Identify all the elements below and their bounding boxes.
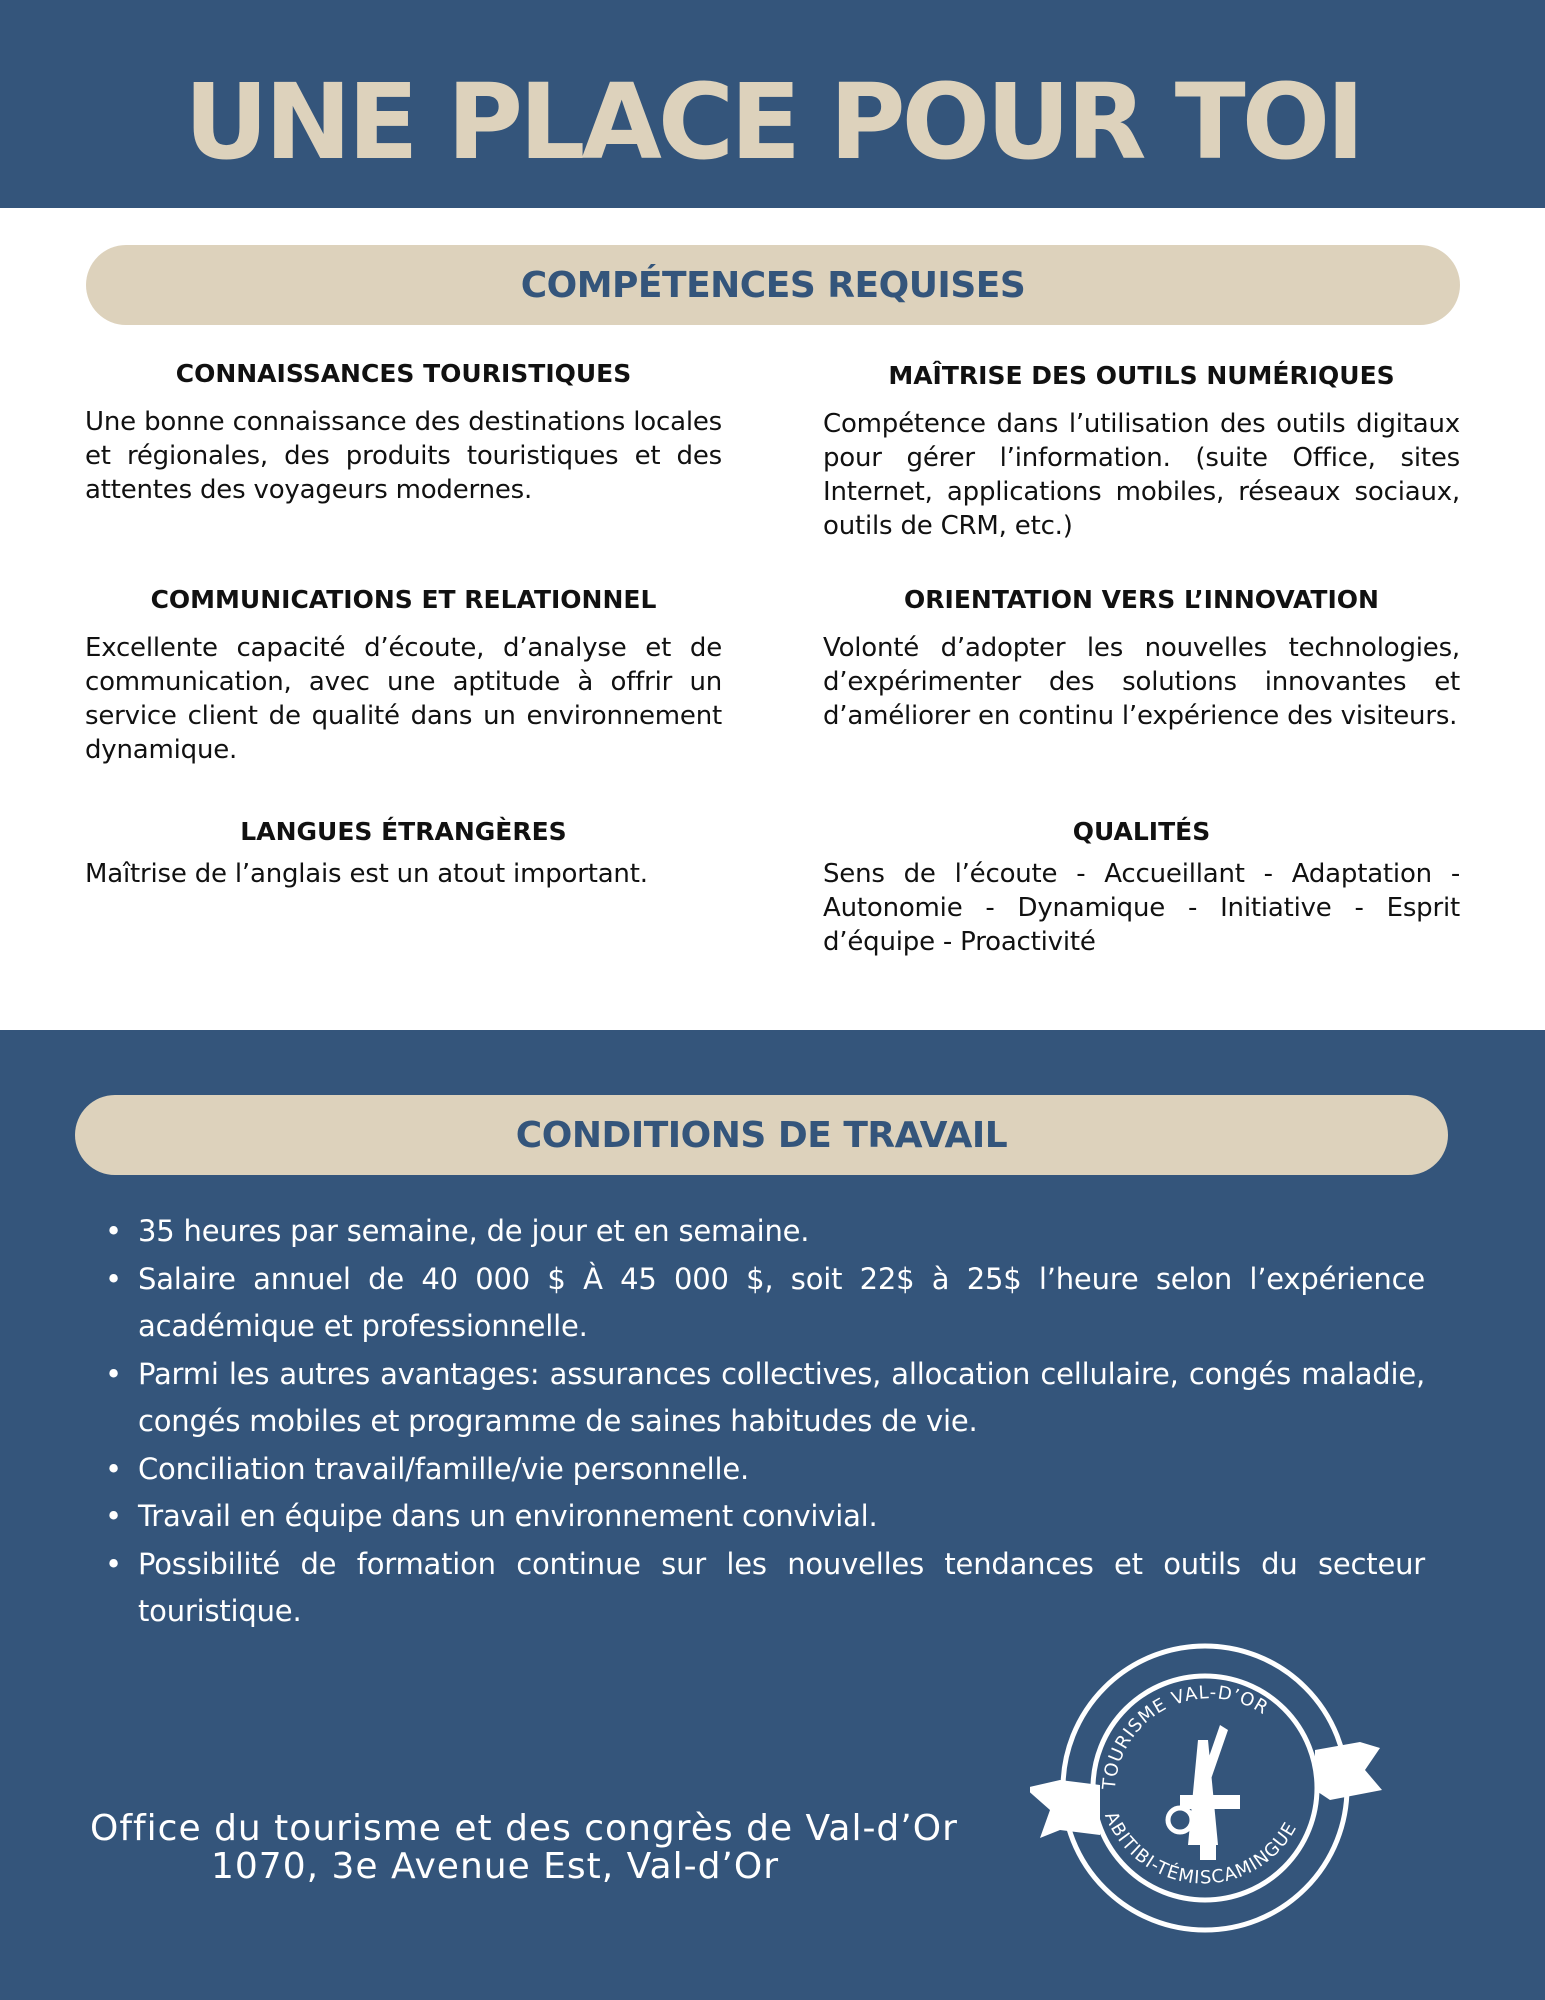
competence-block-langues: [85, 815, 722, 891]
list-item-text: Travail en équipe dans un environnement convivial.: [138, 1499, 878, 1533]
list-item: [105, 1208, 1425, 1256]
competence-title: MAÎTRISE DES OUTILS NUMÉRIQUES: [888, 361, 1395, 390]
competence-text: Volonté d’adopter les nouvelles technologies, d’expérimenter des solutions innovantes et d’améliorer en continu l’expérience des visiteurs.: [823, 633, 1460, 731]
list-item: [105, 1256, 1425, 1351]
competence-block-qualites: [823, 815, 1460, 959]
footer-office-name: Office du tourisme et des congrès de Val-d’Or: [90, 1808, 958, 1849]
footer-street-address: 1070, 3e Avenue Est, Val-d’Or: [210, 1846, 779, 1887]
bullet-icon: •: [105, 1451, 122, 1486]
list-item-text: Possibilité de formation continue sur les nouvelles tendances et outils du secteur touristique.: [138, 1546, 1425, 1628]
list-item-text: 35 heures par semaine, de jour et en semaine.: [138, 1214, 810, 1248]
competence-block-tourisme: [85, 357, 722, 507]
list-item-text: Salaire annuel de 40 000 $ À 45 000 $, soit 22$ à 25$ l’heure selon l’expérience académique et professionnelle.: [138, 1261, 1425, 1343]
conditions-list: [105, 1208, 1425, 1636]
bullet-icon: •: [105, 1261, 122, 1296]
bullet-icon: •: [105, 1499, 122, 1533]
competence-title: COMMUNICATIONS ET RELATIONNEL: [150, 585, 657, 614]
list-item: [105, 1446, 1425, 1494]
competence-title: ORIENTATION VERS L’INNOVATION: [904, 585, 1379, 614]
competence-block-numerique: [823, 359, 1460, 543]
competence-block-innovation: [823, 583, 1460, 733]
competence-text: Maîtrise de l’anglais est un atout important.: [85, 859, 648, 889]
conditions-heading: CONDITIONS DE TRAVAIL: [75, 1095, 1448, 1175]
competence-block-communications: [85, 583, 722, 767]
bullet-icon: •: [105, 1214, 122, 1248]
competence-text: Compétence dans l’utilisation des outils digitaux pour gérer l’information. (suite Office, sites Internet, applications mobiles, réseaux sociaux, outils de CRM, etc.): [823, 409, 1460, 541]
competence-title: QUALITÉS: [1072, 817, 1211, 846]
logo-bottom-text: ABITIBI-TÉMISCAMINGUE: [1100, 1808, 1302, 1889]
page-title: UNE PLACE POUR TOI: [184, 61, 1361, 183]
list-item: [105, 1493, 1425, 1541]
competence-title: CONNAISSANCES TOURISTIQUES: [175, 359, 632, 388]
list-item-text: Parmi les autres avantages: assurances collectives, allocation cellulaire, congés maladie, congés mobiles et programme de saines habitudes de vie.: [138, 1356, 1425, 1438]
footer-address: [90, 1808, 958, 1887]
bullet-icon: •: [105, 1546, 122, 1581]
logo-top-text: TOURISME VAL-D’OR: [1098, 1682, 1273, 1791]
competence-title: LANGUES ÉTRANGÈRES: [240, 817, 567, 846]
bullet-icon: •: [105, 1356, 122, 1391]
header-banner: [0, 0, 1545, 208]
competence-text: Excellente capacité d’écoute, d’analyse et de communication, avec une aptitude à offrir un service client de qualité dans un environnement dynamique.: [85, 633, 722, 765]
competence-text: Une bonne connaissance des destinations locales et régionales, des produits touristiques et des attentes des voyageurs modernes.: [85, 407, 722, 505]
list-item: [105, 1351, 1425, 1446]
competence-text: Sens de l’écoute - Accueillant - Adaptation - Autonomie - Dynamique - Initiative - Esprit d’équipe - Proactivité: [823, 859, 1460, 957]
list-item-text: Conciliation travail/famille/vie personnelle.: [138, 1451, 750, 1486]
list-item: [105, 1541, 1425, 1636]
competences-heading: COMPÉTENCES REQUISES: [86, 245, 1460, 325]
tourisme-val-dor-logo-icon: [1030, 1630, 1390, 1950]
